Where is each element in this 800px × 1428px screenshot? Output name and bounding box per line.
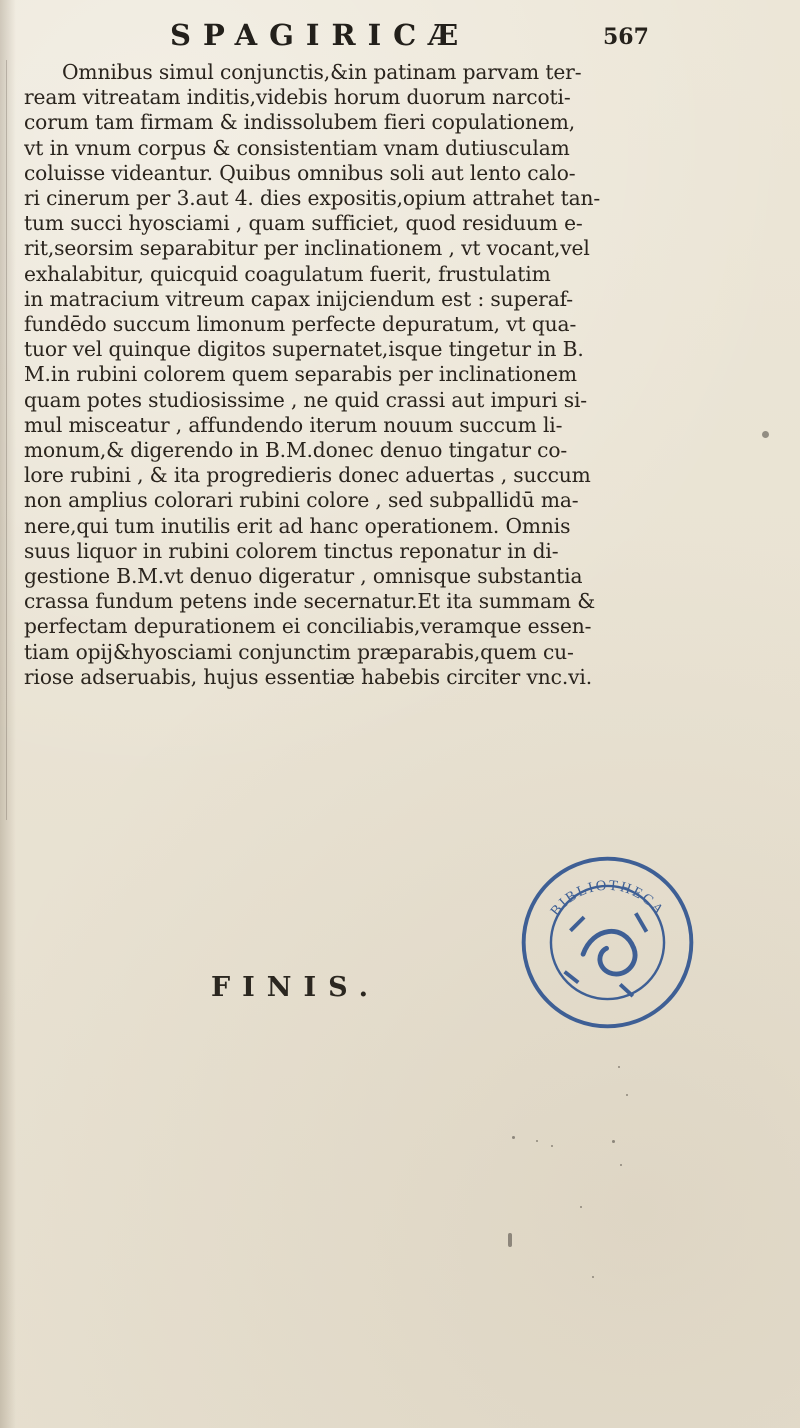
text-line: M.in rubini colorem quem separabis per inclinationem <box>24 362 577 387</box>
stamp-mark-c <box>620 984 633 996</box>
text-line: fundēdo succum limonum perfecte depuratum, vt qua- <box>24 312 577 337</box>
running-title: SPAGIRICÆ <box>170 18 471 52</box>
stamp-mark-a <box>570 917 584 931</box>
text-line: rit,seorsim separabitur per inclinationem , vt vocant,vel <box>24 236 590 261</box>
body-text <box>24 60 674 690</box>
finis-label: FINIS. <box>211 972 381 1003</box>
text-line: vt in vnum corpus & consistentiam vnam dutiusculam <box>24 135 570 160</box>
text-line: exhalabitur, quicquid coagulatum fuerit, frustulatim <box>24 261 551 286</box>
ink-speck <box>612 1140 615 1143</box>
text-line: tum succi hyosciami , quam sufficiet, quod residuum e- <box>24 211 583 236</box>
text-line: in matracium vitreum capax inijciendum est : superaf- <box>24 286 573 311</box>
text-line: tiam opij&hyosciami conjunctim præparabis,quem cu- <box>24 639 574 664</box>
stamp-inscription-path: BIBLIOTHECA <box>547 877 668 920</box>
text-line: tuor vel quinque digitos supernatet,isque tingetur in B. <box>24 337 584 362</box>
gutter-shadow <box>0 0 16 1428</box>
text-line: non amplius colorari rubini colore , sed subpallidū ma- <box>24 488 579 513</box>
text-line: ream vitreatam inditis,videbis horum duorum narcoti- <box>24 85 571 110</box>
text-line: coluisse videantur. Quibus omnibus soli aut lento calo- <box>24 160 576 185</box>
ink-speck <box>618 1066 620 1068</box>
ink-speck <box>512 1136 515 1139</box>
stamp-inscription <box>548 878 668 920</box>
ink-speck <box>580 1206 582 1208</box>
page-number: 567 <box>603 24 649 50</box>
text-line: crassa fundum petens inde secernatur.Et ita summam & <box>24 589 596 614</box>
library-stamp <box>510 845 705 1040</box>
text-line: perfectam depurationem ei conciliabis,veramque essen- <box>24 614 592 639</box>
text-line: suus liquor in rubini colorem tinctus reponatur in di- <box>24 538 559 563</box>
text-line: Omnibus simul conjunctis,&in patinam parvam ter- <box>62 60 582 84</box>
stamp-mark-b <box>636 913 647 932</box>
ink-speck <box>620 1164 622 1166</box>
text-line: mul misceatur , affundendo iterum nouum succum li- <box>24 412 563 437</box>
ink-speck <box>592 1276 594 1278</box>
text-line: nere,qui tum inutilis erit ad hanc operationem. Omnis <box>24 513 571 538</box>
text-line: riose adseruabis, hujus essentiæ habebis circiter vnc.vi. <box>24 664 593 689</box>
left-margin-rule <box>6 60 7 820</box>
running-head <box>0 18 800 58</box>
ink-speck <box>762 431 769 438</box>
text-line: corum tam firmam & indissolubem fieri copulationem, <box>24 110 576 135</box>
text-line: gestione B.M.vt denuo digeratur , omnisque substantia <box>24 564 583 589</box>
stamp-emblem <box>583 931 635 974</box>
ink-speck <box>536 1140 538 1142</box>
ink-speck <box>626 1094 628 1096</box>
text-line: ri cinerum per 3.aut 4. dies expositis,opium attrahet tan- <box>24 186 601 211</box>
text-line: lore rubini , & ita progredieris donec aduertas , succum <box>24 463 591 488</box>
text-line: monum,& digerendo in B.M.donec denuo tingatur co- <box>24 438 568 463</box>
ink-speck <box>508 1233 512 1247</box>
text-line: quam potes studiosissime , ne quid crassi aut impuri si- <box>24 387 587 412</box>
ink-speck <box>551 1145 553 1147</box>
